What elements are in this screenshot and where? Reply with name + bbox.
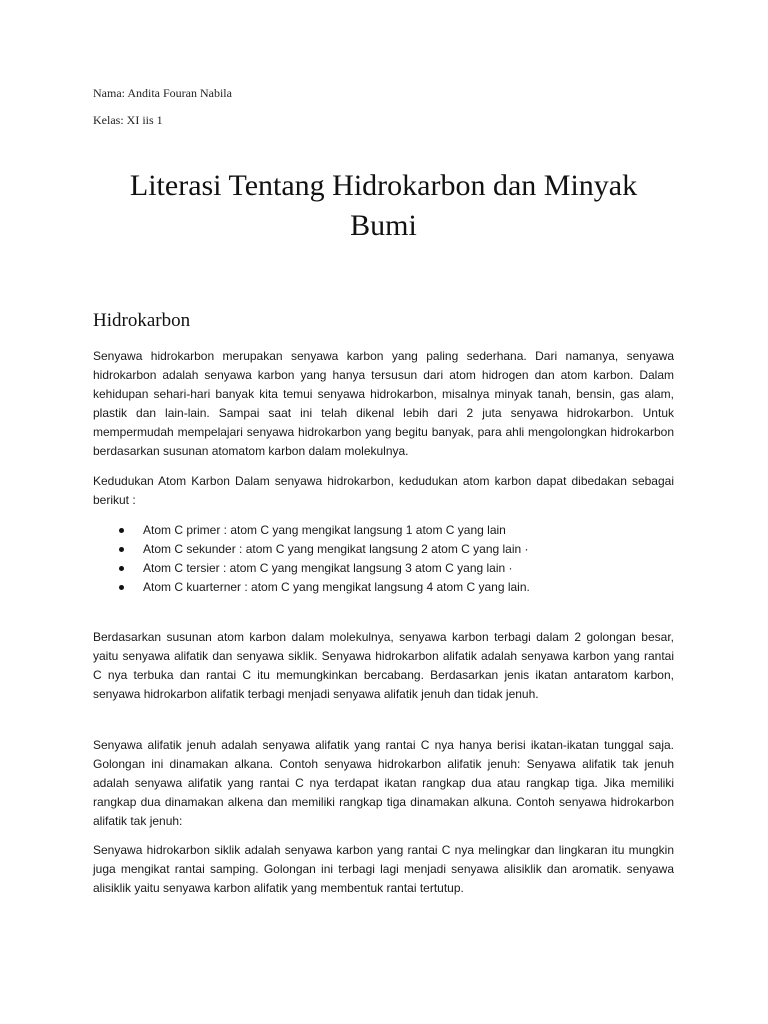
paragraph-carbon-position: Kedudukan Atom Karbon Dalam senyawa hidrokarbon, kedudukan atom karbon dapat dibedakan sebagai berikut :: [93, 474, 674, 507]
list-item: [93, 578, 674, 597]
bullet-icon: [119, 547, 124, 552]
class-line: Kelas: XI iis 1: [93, 113, 163, 127]
list-item: [93, 559, 674, 578]
section-heading: Hidrokarbon: [93, 310, 191, 331]
bullet-icon: [119, 528, 124, 533]
paragraph-saturated: Senyawa alifatik jenuh adalah senyawa alifatik yang rantai C nya hanya berisi ikatan-ikatan tunggal saja. Golongan ini dinamakan alkana. Contoh senyawa hidrokarbon alifatik jenuh: Senyawa alifatik tak jenuh adalah senyawa alifatik yang rantai C nya terdapat ikatan rangkap dua atau rangkap tiga. Jika memiliki rangkap dua dinamakan alkena dan memiliki rangkap tiga dinamakan alkuna. Contoh senyawa hidrokarbon alifatik tak jenuh:: [93, 738, 674, 828]
list-item-text: Atom C primer : atom C yang mengikat langsung 1 atom C yang lain: [143, 523, 506, 537]
list-item: [93, 540, 674, 559]
bullet-icon: [119, 585, 124, 590]
paragraph-cyclic: Senyawa hidrokarbon siklik adalah senyawa karbon yang rantai C nya melingkar dan lingkaran itu mungkin juga mengikat rantai samping. Golongan ini terbagi lagi menjadi senyawa alisiklik dan aromatik. senyawa alisiklik yaitu senyawa karbon alifatik yang membentuk rantai tertutup.: [93, 843, 674, 895]
paragraph-intro: Senyawa hidrokarbon merupakan senyawa karbon yang paling sederhana. Dari namanya, senyawa hidrokarbon adalah senyawa karbon yang hanya tersusun dari atom hidrogen dan atom karbon. Dalam kehidupan sehari-hari banyak kita temui senyawa hidrokarbon, misalnya minyak tanah, bensin, gas alam, plastik dan lain-lain. Sampai saat ini telah dikenal lebih dari 2 juta senyawa hidrokarbon. Untuk mempermudah mempelajari senyawa hidrokarbon yang begitu banyak, para ahli mengolongkan hidrokarbon berdasarkan susunan atomatom karbon dalam molekulnya.: [93, 349, 674, 458]
list-item-text: Atom C sekunder : atom C yang mengikat langsung 2 atom C yang lain ·: [143, 542, 529, 556]
author-name-line: Nama: Andita Fouran Nabila: [93, 86, 232, 100]
bullet-icon: [119, 566, 124, 571]
list-item-text: Atom C tersier : atom C yang mengikat langsung 3 atom C yang lain ·: [143, 561, 513, 575]
document-title: Literasi Tentang Hidrokarbon dan Minyak Bumi: [129, 169, 638, 242]
carbon-type-list: [93, 521, 674, 597]
list-item-text: Atom C kuarterner : atom C yang mengikat langsung 4 atom C yang lain.: [143, 580, 530, 594]
list-item: [93, 521, 674, 540]
paragraph-aliphatic-cyclic: Berdasarkan susunan atom karbon dalam molekulnya, senyawa karbon terbagi dalam 2 golongan besar, yaitu senyawa alifatik dan senyawa siklik. Senyawa hidrokarbon alifatik adalah senyawa karbon yang rantai C nya terbuka dan rantai C itu memungkinkan bercabang. Berdasarkan jenis ikatan antaratom karbon, senyawa hidrokarbon alifatik terbagi menjadi senyawa alifatik jenuh dan tidak jenuh.: [93, 630, 674, 701]
